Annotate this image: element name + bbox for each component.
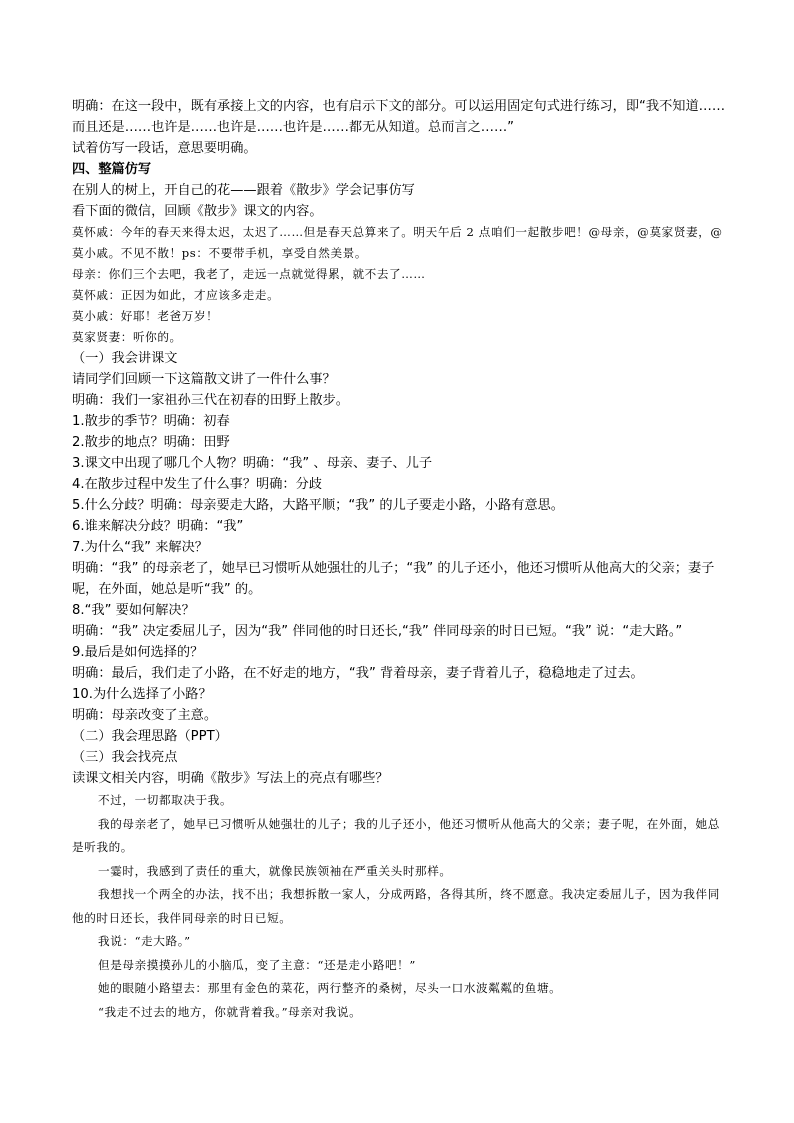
wechat-message-2: 母亲：你们三个去吧，我老了，走远一点就觉得累，就不去了…… (72, 267, 426, 281)
question-8: 8.“我” 要如何解决？ (72, 603, 195, 618)
answer-8: 明确：“我” 决定委屈儿子，因为“我” 伴同他的时日还长,“我” 伴同母亲的时日已短。“我” 说：“走大路。” (72, 624, 683, 639)
section-heading: 四、整篇仿写 (72, 162, 152, 177)
paragraph-12: 请同学们回顾一下这篇散文讲了一件什么事？ (72, 372, 336, 387)
subsection-heading-2: （二）我会理思路（PPT） (72, 729, 228, 744)
paragraph-13: 明确：我们一家祖孙三代在初春的田野上散步。 (72, 393, 349, 408)
question-9: 9.最后是如何选择的？ (72, 645, 204, 660)
paragraph-5: 看下面的微信，回顾《散步》课文的内容。 (72, 204, 323, 219)
excerpt-paragraph-6: 但是母亲摸摸孙儿的小脑瓜，变了主意：“还是走小路吧！” (98, 957, 416, 972)
excerpt-paragraph-3: 一霎时，我感到了责任的重大，就像民族领袖在严重关头时那样。 (98, 863, 452, 878)
paragraph-4: 在别人的树上，开自己的花——跟着《散步》学会记事仿写 (72, 183, 415, 198)
excerpt-paragraph-5: 我说：“走大路。” (98, 934, 191, 948)
question-7: 7.为什么“我” 来解决？ (72, 540, 208, 555)
question-1: 1.散步的季节？明确：初春 (72, 414, 230, 429)
document-page (72, 96, 732, 1024)
question-5: 5.什么分歧？明确：母亲要走大路，大路平顺；“我” 的儿子要走小路，小路有意思。 (72, 498, 564, 513)
wechat-message-1: 莫怀戚：今年的春天来得太迟，太迟了……但是春天总算来了。明天午后 2 点咱们一起散步吧！@母亲，@莫家贤妻，@莫小戚。不见不散！ps：不要带手机，享受自然美景。 (72, 225, 723, 260)
subsection-heading-1: （一）我会讲课文 (72, 351, 178, 366)
wechat-message-5: 莫家贤妻：听你的。 (72, 330, 182, 344)
question-2: 2.散步的地点？明确：田野 (72, 435, 230, 450)
wechat-message-4: 莫小戚：好耶！老爸万岁！ (72, 309, 219, 323)
paragraph-30: 读课文相关内容，明确《散步》写法上的亮点有哪些？ (72, 771, 389, 786)
wechat-message-3: 莫怀戚：正因为如此，才应该多走走。 (72, 288, 280, 302)
excerpt-paragraph-7: 她的眼随小路望去：那里有金色的菜花，两行整齐的桑树，尽头一口水波粼粼的鱼塘。 (98, 981, 562, 995)
excerpt-paragraph-4: 我想找一个两全的办法，找不出；我想拆散一家人，分成两路，各得其所，终不愿意。我决定委屈儿子，因为我伴同他的时日还长，我伴同母亲的时日已短。 (72, 887, 720, 925)
excerpt-paragraph-2: 我的母亲老了，她早已习惯听从她强壮的儿子；我的儿子还小，他还习惯听从他高大的父亲；妻子呢，在外面，她总是听我的。 (72, 816, 720, 854)
paragraph-1: 明确：在这一段中，既有承接上文的内容，也有启示下文的部分。可以运用固定句式进行练习，即“我不知道……而且还是……也许是……也许是……也许是……都无从知道。总而言之……” (72, 99, 726, 135)
answer-10: 明确：母亲改变了主意。 (72, 708, 218, 723)
question-10: 10.为什么选择了小路？ (72, 687, 212, 702)
subsection-heading-3: （三）我会找亮点 (72, 750, 178, 765)
excerpt-paragraph-8: “我走不过去的地方，你就背着我。”母亲对我说。 (98, 1004, 362, 1019)
excerpt-paragraph-1: 不过，一切都取决于我。 (98, 793, 233, 807)
question-4: 4.在散步过程中发生了什么事？明确：分歧 (72, 477, 322, 492)
paragraph-2: 试着仿写一段话，意思要明确。 (72, 141, 257, 156)
question-3: 3.课文中出现了哪几个人物？明确：“我” 、母亲、妻子、儿子 (72, 456, 433, 471)
answer-9: 明确：最后，我们走了小路，在不好走的地方，“我” 背着母亲，妻子背着儿子，稳稳地走了过去。 (72, 666, 644, 681)
question-6: 6.谁来解决分歧？明确：“我” (72, 519, 244, 534)
answer-7: 明确：“我” 的母亲老了，她早已习惯听从她强壮的儿子；“我” 的儿子还小，他还习惯听从他高大的父亲；妻子呢，在外面，她总是听“我” 的。 (72, 561, 715, 597)
